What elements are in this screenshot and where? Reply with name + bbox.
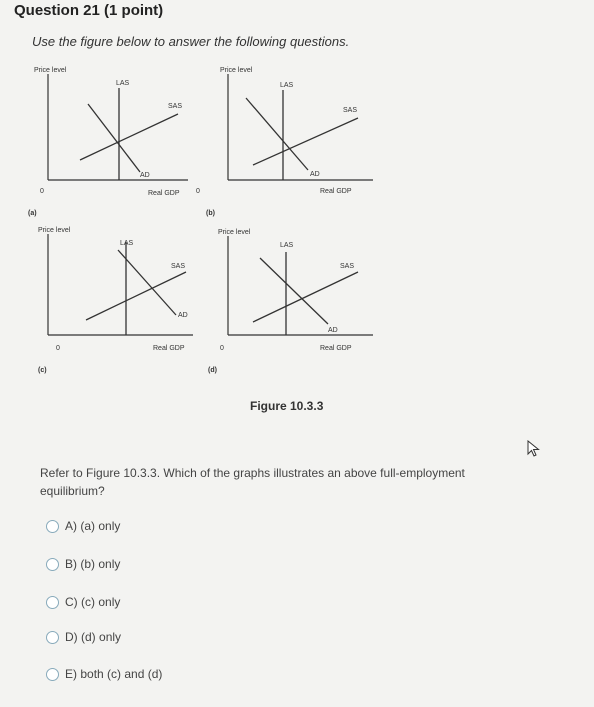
- radio-button[interactable]: [46, 668, 59, 681]
- option-letter: E): [65, 667, 77, 681]
- option-d[interactable]: [46, 630, 121, 644]
- panel-a: [28, 67, 188, 217]
- sas-line: [80, 114, 178, 160]
- price-level-label: Price level: [38, 227, 71, 234]
- option-c[interactable]: [46, 595, 120, 609]
- sas-label: SAS: [168, 103, 183, 110]
- option-letter: B): [65, 557, 77, 571]
- figure-svg: [28, 60, 388, 380]
- sas-label: SAS: [171, 263, 186, 270]
- option-letter: D): [65, 630, 78, 644]
- panel-label: (a): [28, 210, 37, 217]
- panel-d: [208, 229, 373, 374]
- ad-label: AD: [178, 312, 188, 319]
- ad-label: AD: [310, 171, 320, 178]
- panel-label: (c): [38, 367, 47, 374]
- panel-c: [38, 227, 193, 374]
- sas-line: [253, 272, 358, 322]
- price-level-label: Price level: [218, 229, 251, 236]
- option-text: both (c) and (d): [80, 667, 163, 681]
- las-label: LAS: [280, 82, 294, 89]
- sas-label: SAS: [340, 263, 355, 270]
- origin-label: 0: [220, 345, 224, 352]
- real-gdp-label: Real GDP: [320, 345, 352, 352]
- option-letter: C): [65, 595, 78, 609]
- question-prompt: Refer to Figure 10.3.3. Which of the graphs illustrates an above full-employment equilibrium?: [40, 466, 465, 498]
- option-text: (d) only: [81, 630, 122, 644]
- radio-button[interactable]: [46, 520, 59, 533]
- radio-button[interactable]: [46, 596, 59, 609]
- question-instruction: Use the figure below to answer the following questions.: [32, 34, 350, 49]
- ad-line: [118, 250, 176, 315]
- ad-label: AD: [328, 327, 338, 334]
- option-a[interactable]: [46, 519, 120, 533]
- panel-label: (d): [208, 367, 217, 374]
- sas-line: [86, 272, 186, 320]
- ad-line: [88, 104, 140, 172]
- question-title: Question 21 (1 point): [14, 2, 164, 19]
- radio-button[interactable]: [46, 631, 59, 644]
- origin-label: 0: [196, 188, 200, 195]
- radio-button[interactable]: [46, 558, 59, 571]
- ad-line: [246, 98, 308, 170]
- real-gdp-label: Real GDP: [153, 345, 185, 352]
- figure-10-3-3: [28, 60, 388, 380]
- real-gdp-label: Real GDP: [320, 188, 352, 195]
- option-text: (a) only: [80, 519, 121, 533]
- figure-caption: Figure 10.3.3: [250, 399, 324, 413]
- ad-label: AD: [140, 172, 150, 179]
- origin-label: 0: [56, 345, 60, 352]
- option-text: (c) only: [81, 595, 121, 609]
- real-gdp-label: Real GDP: [148, 190, 180, 197]
- panel-label: (b): [206, 210, 215, 217]
- panel-b: [196, 67, 373, 217]
- las-label: LAS: [280, 242, 294, 249]
- las-label: LAS: [116, 80, 130, 87]
- option-letter: A): [65, 519, 77, 533]
- price-level-label: Price level: [220, 67, 253, 74]
- option-text: (b) only: [80, 557, 121, 571]
- option-e[interactable]: [46, 667, 162, 681]
- price-level-label: Price level: [34, 67, 67, 74]
- las-label: LAS: [120, 240, 134, 247]
- sas-label: SAS: [343, 107, 358, 114]
- option-b[interactable]: [46, 557, 120, 571]
- mouse-pointer-icon: [526, 440, 542, 458]
- origin-label: 0: [40, 188, 44, 195]
